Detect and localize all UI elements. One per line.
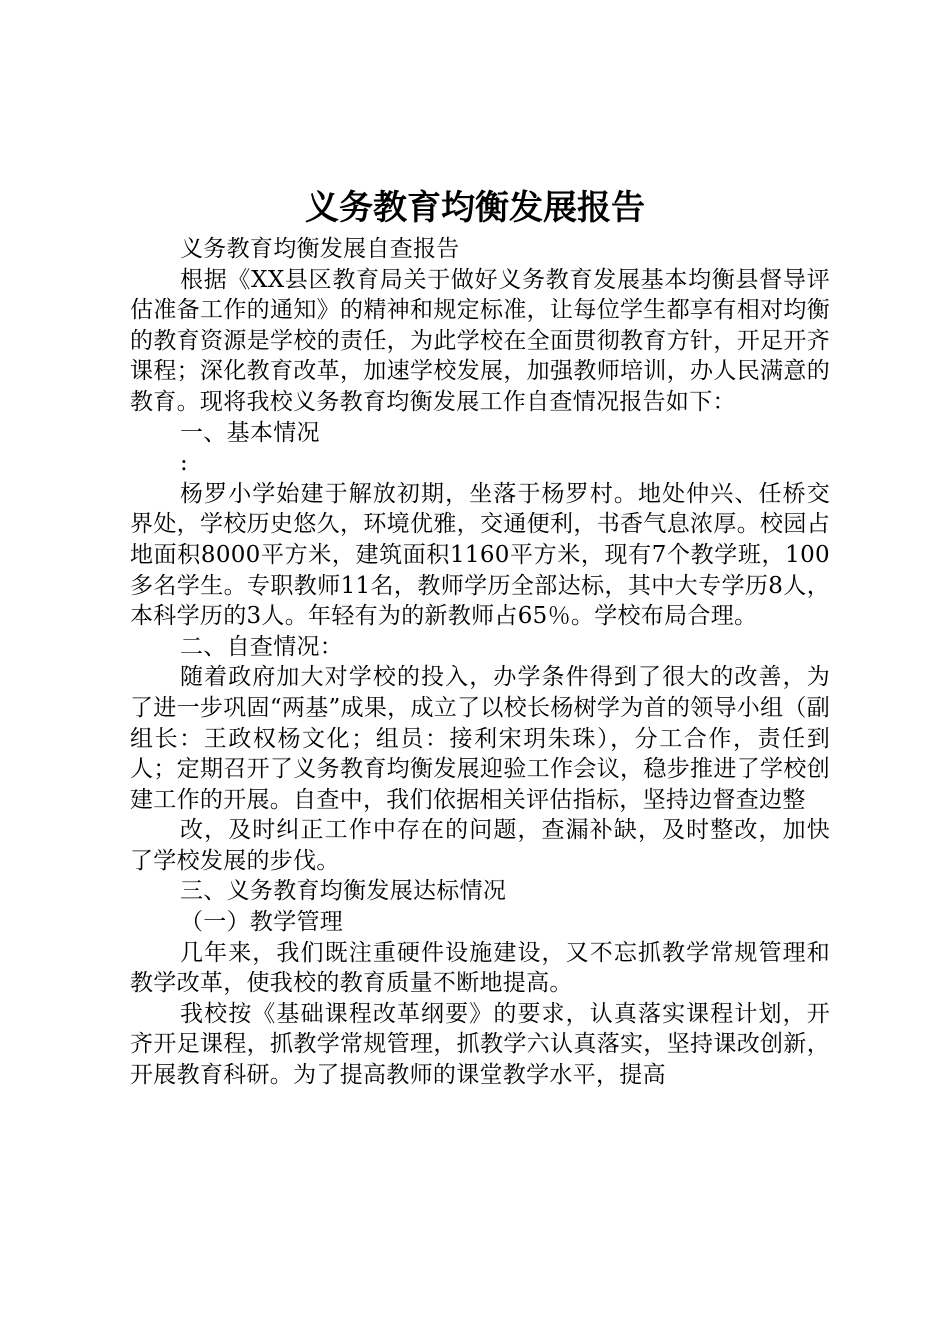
self-check-paragraph: 随着政府加大对学校的投入，办学条件得到了很大的改善，为了进一步巩固“两基”成果，成立了以校长杨树学为首的领导小组（副组长：王政权杨文化；组员：接利宋玥朱珠），分工合作，责任到人；定期召开了义务教育均衡发展迎验工作会议，稳步推进了学校创建工作的开展。自查中，我们依据相关评估指标，坚持边督查边整	[130, 664, 830, 813]
section-heading-basic-info: 一、基本情况	[180, 419, 320, 446]
section-heading-standards: 三、义务教育均衡发展达标情况	[180, 878, 507, 905]
teaching-paragraph: 几年来，我们既注重硬件设施建设，又不忘抓教学常规管理和教学改革，使我校的教育质量不断地提高。	[130, 939, 830, 997]
section-heading-self-check: 二、自查情况：	[180, 633, 344, 660]
document-body	[130, 234, 830, 1091]
document-title: 义务教育均衡发展报告	[305, 188, 645, 228]
curriculum-paragraph: 我校按《基础课程改革纲要》的要求，认真落实课程计划，开齐开足课程，抓教学常规管理，抓教学六认真落实，坚持课改创新，开展教育科研。为了提高教师的课堂教学水平，提高	[130, 1000, 830, 1089]
subtitle-paragraph: 义务教育均衡发展自查报告	[180, 236, 460, 262]
basic-info-paragraph: 杨罗小学始建于解放初期，坐落于杨罗村。地处仲兴、任桥交界处，学校历史悠久，环境优雅，交通便利，书香气息浓厚。校园占地面积8000平方米，建筑面积1160平方米，现有7个教学班，100多名学生。专职教师11名，教师学历全部达标，其中大专学历8人，本科学历的3人。年轻有为的新教师占65％。学校布局合理。	[130, 480, 830, 630]
colon-line: :	[180, 450, 189, 477]
self-check-continuation-paragraph: 改，及时纠正工作中存在的问题，查漏补缺，及时整改，加快了学校发展的步伐。	[130, 817, 830, 874]
subsection-heading-teaching-management: （一）教学管理	[180, 909, 344, 936]
intro-paragraph: 根据《XX县区教育局关于做好义务教育发展基本均衡县督导评估准备工作的通知》的精神和规定标准，让每位学生都享有相对均衡的教育资源是学校的责任，为此学校在全面贯彻教育方针，开足开齐课程；深化教育改革，加速学校发展，加强教师培训，办人民满意的教育。现将我校义务教育均衡发展工作自查情况报告如下：	[130, 266, 830, 415]
